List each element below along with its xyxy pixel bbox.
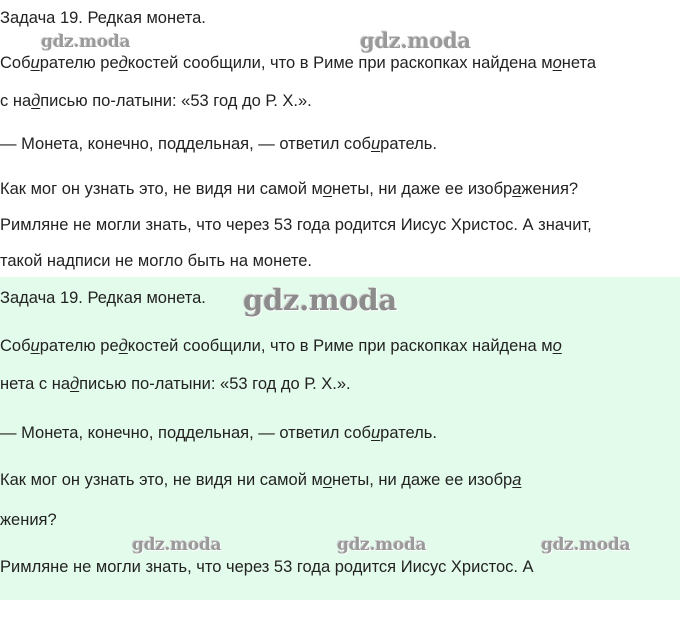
paragraph-line: Римляне не могли знать, что через 53 года родится Иисус Христос. А значит, [0, 216, 592, 234]
paragraph-line: Как мог он узнать это, не видя ни самой монеты, ни даже ее изображения? [0, 180, 579, 198]
watermark-logo: gdz.moda [132, 535, 222, 555]
paragraph-line: Собирателю редкостей сообщили, что в Риме при раскопках найдена монета [0, 54, 597, 72]
paragraph-line: Собирателю редкостей сообщили, что в Риме при раскопках найдена мо [0, 337, 562, 355]
paragraph-line: такой надписи не могло быть на монете. [0, 252, 312, 270]
paragraph-line: Как мог он узнать это, не видя ни самой монеты, ни даже ее изобра [0, 471, 522, 489]
top-text-block [0, 0, 680, 277]
watermark-logo: gdz.moda [41, 32, 131, 52]
paragraph-line: жения? [0, 511, 57, 529]
watermark-logo: gdz.moda [360, 28, 471, 53]
paragraph-line: — Монета, конечно, поддельная, — ответил собиратель. [0, 135, 437, 153]
watermark-logo: gdz.moda [243, 283, 397, 317]
task-title: Задача 19. Редкая монета. [0, 289, 206, 307]
paragraph-line: с надписью по-латыни: «53 год до Р. Х.». [0, 92, 312, 110]
task-title: Задача 19. Редкая монета. [0, 9, 206, 27]
bottom-text-block [0, 277, 680, 600]
watermark-logo: gdz.moda [337, 535, 427, 555]
paragraph-line: нета с надписью по-латыни: «53 год до Р. Х.». [0, 375, 351, 393]
paragraph-line: Римляне не могли знать, что через 53 года родится Иисус Христос. А [0, 558, 534, 576]
paragraph-line: — Монета, конечно, поддельная, — ответил собиратель. [0, 424, 437, 442]
watermark-logo: gdz.moda [541, 535, 631, 555]
